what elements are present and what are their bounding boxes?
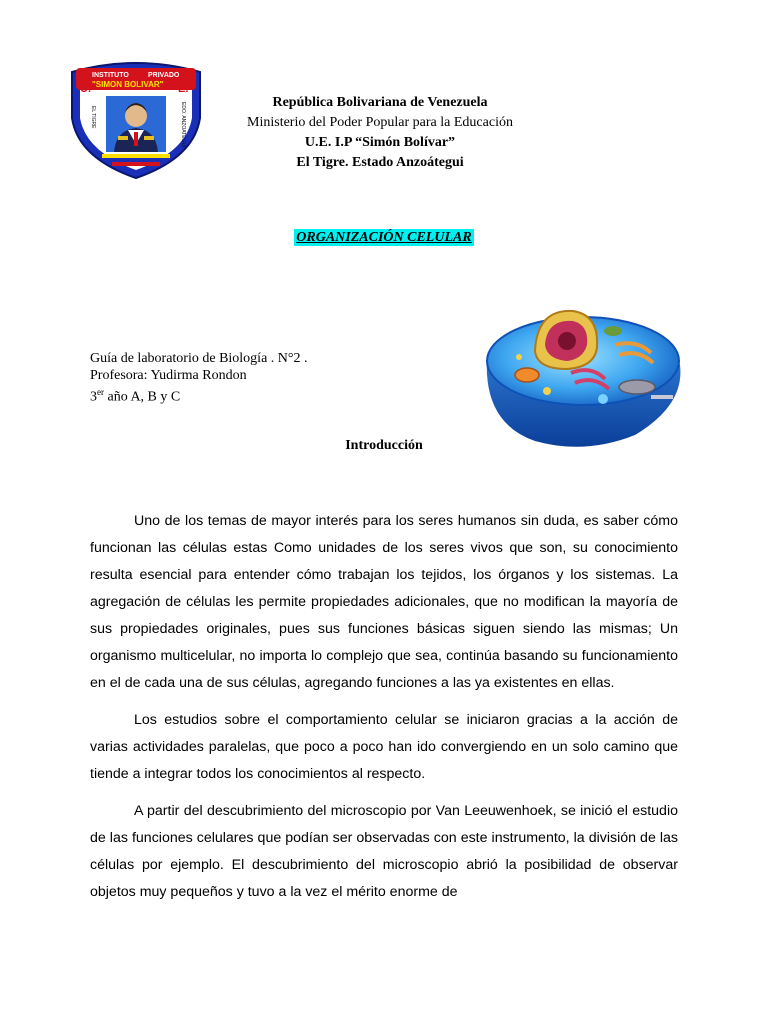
- header-location: El Tigre. Estado Anzoátegui: [296, 155, 464, 170]
- logo-left-side: EL TIGRE: [90, 106, 96, 129]
- bolivar-portrait: [106, 96, 166, 152]
- title-text: ORGANIZACIÓN CELULAR: [296, 230, 472, 245]
- logo-right-letter: E.: [178, 83, 189, 95]
- paragraph: Uno de los temas de mayor interés para los seres humanos sin duda, es saber cómo funcionan las células estas Como unidades de los seres vivos que son, su conocimiento resulta esencial para entender cómo trabajan los tejidos, los órganos y los sistemas. La agregación de células les permite propiedades adicionales, que no modifican la mayoría de sus propiedades originales, pues sus funciones básicas siguen siendo las mismas; Un organismo multicelular, no importa lo complejo que sea, continúa basando su funcionamiento en el de cada una de sus células, agregando funciones a las ya existentes en ellas.: [90, 513, 678, 691]
- grade-number: 3: [90, 389, 97, 405]
- introduction-body: [90, 508, 678, 916]
- grade-ordinal: er: [97, 387, 104, 397]
- header-school: U.E. I.P “Simón Bolívar”: [304, 135, 456, 150]
- guide-info: [90, 350, 308, 406]
- document-title: [0, 228, 768, 246]
- logo-name: "SIMON BOLIVAR": [92, 80, 164, 89]
- logo-flag-stripes: [102, 154, 170, 166]
- animal-cell-illustration: [475, 295, 690, 455]
- guide-teacher: Profesora: Yudirma Rondon: [90, 368, 247, 383]
- guide-title: Guía de laboratorio de Biología . N°2 .: [90, 351, 308, 366]
- grade-sections: año A, B y C: [104, 389, 181, 405]
- introduction-heading: Introducción: [345, 438, 423, 453]
- header-ministry: Ministerio del Poder Popular para la Educación: [247, 115, 513, 130]
- paragraph: A partir del descubrimiento del microscopio por Van Leeuwenhoek, se inició el estudio de las funciones celulares que podían ser observadas con este instrumento, la división de las células por ejemplo. El descubrimiento del microscopio abrió la posibilidad de observar objetos muy pequeños y tuvo a la vez el mérito enorme de: [90, 803, 678, 900]
- paragraph: Los estudios sobre el comportamiento celular se iniciaron gracias a la acción de varias actividades paralelas, que poco a poco han ido convergiendo en un solo camino que tiende a integrar todos los conocimientos al respecto.: [90, 712, 678, 782]
- logo-top-right: PRIVADO: [148, 72, 180, 79]
- logo-top-left: INSTITUTO: [92, 72, 129, 79]
- logo-right-side: EDO. ANZOATEGUI: [180, 102, 186, 148]
- guide-grade: [90, 384, 308, 406]
- document-header: [200, 93, 560, 173]
- logo-left-letter: U.: [80, 83, 91, 95]
- header-country: República Bolivariana de Venezuela: [272, 95, 488, 110]
- school-logo: [62, 58, 210, 182]
